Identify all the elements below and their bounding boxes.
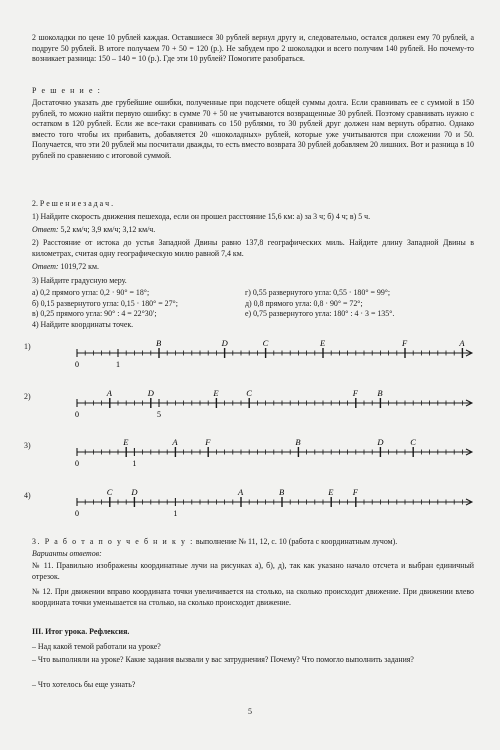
point-label: D (147, 388, 154, 398)
number-line-label: 4) (24, 491, 31, 500)
number-line-label: 1) (24, 342, 31, 351)
answer-value: 5,2 км/ч; 3,9 км/ч; 3,12 км/ч. (58, 225, 156, 234)
point-label: A (106, 388, 113, 398)
point-label: A (459, 338, 465, 348)
summary-question-3: – Что хотелось бы еще узнать? (32, 680, 136, 689)
summary-heading: III. Итог урока. Рефлексия. (32, 627, 130, 636)
point-label: A (238, 487, 244, 497)
solution-heading: Р е ш е н и е : (32, 86, 102, 95)
angle-b: б) 0,15 развернутого угла: 0,15 · 180° = 27°; (32, 298, 178, 308)
angle-d: г) 0,55 развернутого угла: 0,55 · 180° = 99°; (245, 288, 391, 297)
unit-label: 5 (157, 410, 161, 419)
origin-label: 0 (75, 410, 79, 419)
number-line-svg (32, 437, 472, 471)
intro-paragraph: 2 шоколадки по цене 10 рублей каждая. Оставшиеся 30 рублей вернул другу и, следовательно, остался должен ему 70 рублей, а подруге 50 рублей. В итоге получаем 70 + 50 = 120 (р.). Не забудем про 2 шоколадки и всего получим 140 рублей. Но почему-то возникает разница: 150 – 140 = 10 (р.). Где эти 10 рублей? Помогите разобраться. (32, 33, 474, 64)
point-label: B (279, 487, 285, 497)
variants-label: Варианты ответов: (32, 549, 102, 558)
task-3: 3) Найдите градусную меру. (32, 276, 127, 285)
number-line-label: 2) (24, 392, 31, 401)
solution-paragraph: Достаточно указать две грубейшие ошибки, полученные при подсчете общей суммы долга. Если сравнивать ее с суммой в 150 рублей, то можно найти первую ошибку: в сумме 70 + 50 не учитываются возвращенные 30 рублей. Поэтому сравнивать нужно с остатком в 120 рублей. Если же все-таки сравнивать со 150 рублями, то 30 рублей друг должен нам вернуть обратно. Однако вместо того чтобы их прибавить, добавляется 20 «шоколадных» рублей, которые уже учитываются при сложении 70 и 50. Получается, что эти 20 рублей мы посчитали дважды, то есть вместо возврата 30 рублей добавляем 20 лишних. Вот и разница в 10 рублей по сравнению с итоговой суммой. (32, 98, 474, 160)
textbook-heading: 3. Р а б о т а п о у ч е б н и к у : (32, 537, 194, 546)
point-label: C (410, 437, 416, 447)
number-line-svg (32, 338, 472, 372)
unit-label: 1 (116, 360, 120, 369)
point-label: F (402, 338, 408, 348)
origin-label: 0 (75, 360, 79, 369)
number-line-3 (32, 437, 472, 475)
summary-question-2: – Что выполняли на уроке? Какие задания вызвали у вас затруднения? Почему? Что помогло выполнить задания? (32, 655, 414, 664)
summary-question-1: – Над какой темой работали на уроке? (32, 642, 161, 651)
point-label: E (213, 388, 219, 398)
answer-label: Ответ: (32, 225, 59, 234)
point-label: B (156, 338, 162, 348)
answer-label: Ответ: (32, 262, 59, 271)
number-line-2 (32, 388, 472, 426)
unit-label: 1 (132, 459, 137, 468)
number-line-label: 3) (24, 441, 31, 450)
point-label: C (262, 338, 269, 348)
point-label: C (246, 388, 252, 398)
page-number: 5 (248, 707, 252, 716)
angle-e: д) 0,8 прямого угла: 0,8 · 90° = 72°; (245, 298, 363, 308)
task-2: 2) Расстояние от истока до устья Западной Двины равно 137,8 географических миль. Найдите длину Западной Двины в километрах, считая одну географическую милю равной 7,4 км. (32, 238, 474, 258)
point-label: D (377, 437, 384, 447)
number-line-svg (32, 487, 472, 521)
origin-label: 0 (75, 509, 79, 518)
number-line-svg (32, 388, 472, 422)
textbook-text: выполнение № 11, 12, с. 10 (работа с координатным лучом). (193, 537, 398, 546)
number-line-1 (32, 338, 472, 376)
point-label: F (352, 388, 359, 398)
point-label: F (205, 437, 211, 447)
task-1: 1) Найдите скорость движения пешехода, если он прошел расстояние 15,6 км: а) за 3 ч; б) 4 ч; в) 5 ч. (32, 212, 371, 221)
point-label: E (123, 437, 129, 447)
angle-f: е) 0,75 развернутого угла: 180° : 4 · 3 = 135°. (245, 309, 395, 319)
number-line-4 (32, 487, 472, 525)
point-label: B (377, 388, 383, 398)
exercise-12: № 12. При движении вправо координата точки увеличивается на столько, на сколько происходит движение. При движении влево координата точки уменьшается на столько, на сколько происходит движение. (32, 587, 474, 607)
point-label: F (352, 487, 359, 497)
task-1-answer (32, 225, 474, 236)
point-label: D (131, 487, 138, 497)
exercise-11: № 11. Правильно изображены координатные лучи на рисунках а), б), д), так как указано начало отсчета и выбран единичный отрезок. (32, 561, 474, 581)
point-label: C (106, 487, 113, 497)
point-label: A (172, 437, 178, 447)
textbook-task (32, 537, 474, 548)
origin-label: 0 (75, 459, 79, 468)
unit-label: 1 (173, 509, 178, 518)
point-label: B (295, 437, 301, 447)
angle-a: а) 0,2 прямого угла: 0,2 · 90° = 18°; (32, 288, 150, 297)
answer-value: 1019,72 км. (58, 262, 99, 271)
task-2-answer (32, 262, 474, 273)
angle-c: в) 0,25 прямого угла: 90° : 4 = 22°30′; (32, 309, 157, 319)
task-4: 4) Найдите координаты точек. (32, 320, 134, 329)
point-label: D (221, 338, 228, 348)
task-3-left-column (32, 288, 252, 320)
tasks-heading: 2. Р е ш е н и е з а д а ч . (32, 199, 114, 208)
point-label: E (320, 338, 326, 348)
point-label: E (328, 487, 334, 497)
task-3-right-column (245, 288, 465, 320)
